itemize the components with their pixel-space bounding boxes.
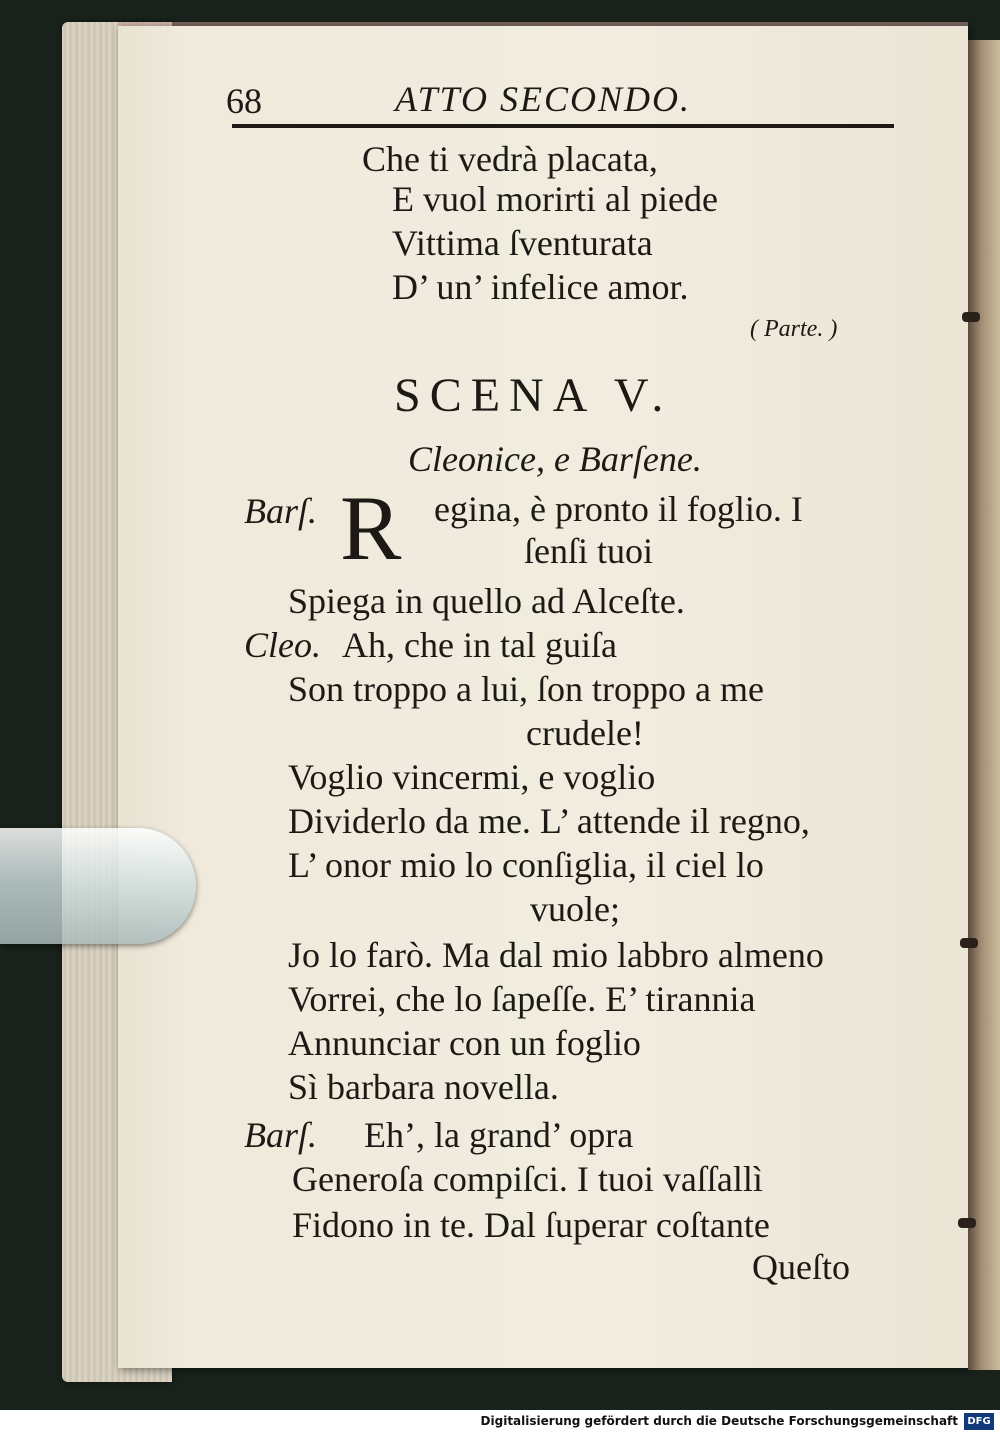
dfg-logo: DFG — [964, 1413, 994, 1430]
dialogue-line: Fidono in te. Dal ſuperar coſtante — [292, 1205, 770, 1245]
dialogue-line: Vorrei, che lo ſapeſſe. E’ tirannia — [288, 979, 756, 1019]
speaker-label: Barſ. — [244, 1115, 318, 1155]
glass-page-holder — [0, 828, 196, 944]
drop-capital: R — [340, 477, 402, 579]
funding-notice: Digitalisierung gefördert durch die Deutsche Forschungsgemeinschaft — [480, 1414, 958, 1428]
stage-direction: ( Parte. ) — [750, 316, 838, 342]
dialogue-line: Annunciar con un foglio — [288, 1023, 641, 1063]
binding-thread-mark — [958, 1218, 976, 1228]
scene-heading: SCENA V. — [394, 369, 673, 422]
verse-line: D’ un’ infelice amor. — [392, 267, 689, 307]
binding-thread-mark — [962, 312, 980, 322]
verse-line: Vittima ſventurata — [392, 223, 653, 263]
dialogue-line: Son troppo a lui, ſon troppo a me — [288, 669, 764, 709]
dialogue-line: Ah, che in tal guiſa — [342, 625, 617, 665]
page-number: 68 — [226, 81, 262, 121]
dialogue-line: Dividerlo da me. L’ attende il regno, — [288, 801, 810, 841]
verse-line: Che ti vedrà placata, — [362, 139, 658, 179]
dialogue-line: ſenſi tuoi — [524, 531, 653, 571]
header-rule — [232, 124, 894, 128]
dialogue-line: Sì barbara novella. — [288, 1067, 559, 1107]
dialogue-line: Eh’, la grand’ opra — [364, 1115, 634, 1155]
dialogue-line: Voglio vincermi, e voglio — [288, 757, 656, 797]
dialogue-line: crudele! — [526, 713, 644, 753]
speaker-label: Cleo. — [244, 625, 321, 665]
dialogue-line: Generoſa compiſci. I tuoi vaſſallì — [292, 1159, 763, 1199]
dialogue-line: vuole; — [530, 889, 620, 929]
dialogue-line: Spiega in quello ad Alceſte. — [288, 581, 685, 621]
verse-line: E vuol morirti al piede — [392, 179, 718, 219]
dialogue-line: L’ onor mio lo conſiglia, il ciel lo — [288, 845, 764, 885]
scene-characters: Cleonice, e Barſene. — [408, 439, 702, 479]
dialogue-line: egina, è pronto il foglio. I — [434, 489, 803, 529]
facing-page-gutter — [968, 40, 1000, 1370]
running-title: ATTO SECONDO. — [395, 79, 692, 119]
catchword: Queſto — [752, 1247, 850, 1287]
footer-bar — [0, 1410, 1000, 1435]
binding-thread-mark — [960, 938, 978, 948]
speaker-label: Barſ. — [244, 491, 318, 531]
dialogue-line: Jo lo farò. Ma dal mio labbro almeno — [288, 935, 824, 975]
